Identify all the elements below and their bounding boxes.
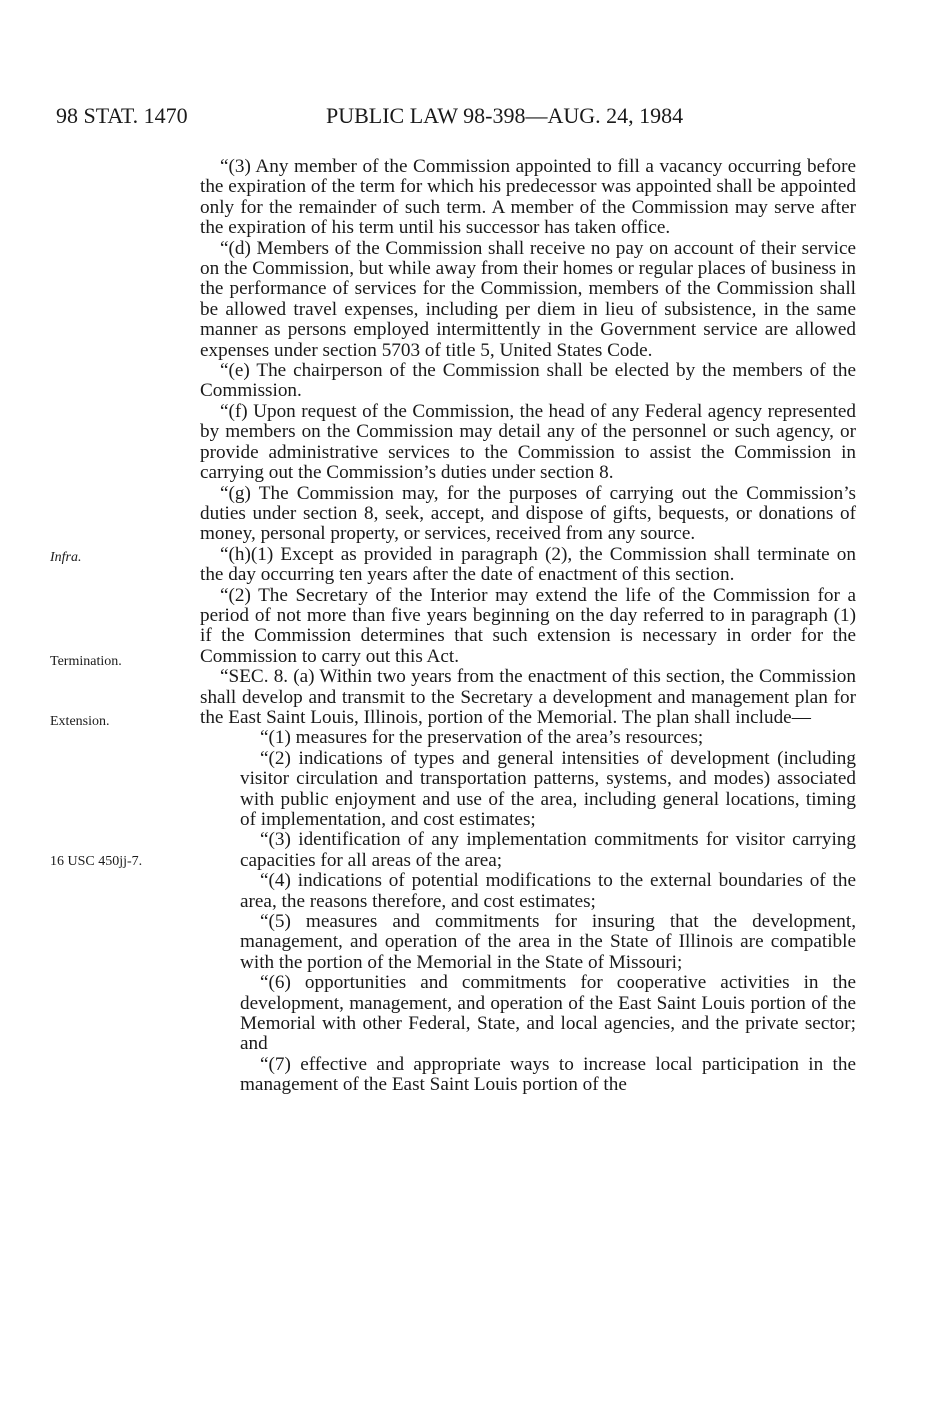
- list-item-1: “(1) measures for the preservation of the area’s resources;: [260, 727, 704, 749]
- stat-page-number: 98 STAT. 1470: [56, 103, 188, 128]
- list-item-4: “(4) indications of potential modifications to the external boundaries of the area, the reasons therefore, and cost estimates;: [240, 870, 856, 912]
- paragraph-h1: “(h)(1) Except as provided in paragraph (2), the Commission shall terminate on the day occurring ten years after the date of enactment of this section.: [200, 543, 856, 586]
- running-header: [56, 101, 856, 131]
- list-item-3: “(3) identification of any implementation commitments for visitor carrying capacities for all areas of the area;: [240, 829, 856, 871]
- public-law-title: PUBLIC LAW 98-398—AUG. 24, 1984: [326, 103, 684, 128]
- paragraph-g: “(g) The Commission may, for the purposes of carrying out the Commission’s duties under section 8, seek, accept, and dispose of gifts, bequests, or donations of money, personal property, or services, received from any source.: [200, 482, 856, 545]
- margin-note-termination: Termination.: [50, 654, 122, 669]
- paragraph-f: “(f) Upon request of the Commission, the head of any Federal agency represented by members on the Commission may detail any of the personnel or such agency, or provide administrative services to the Commission to assist the Commission in carrying out the Commission’s duties under section 8.: [200, 400, 856, 484]
- margin-note-usc-citation: 16 USC 450jj-7.: [50, 854, 143, 869]
- paragraph-sec8a: “SEC. 8. (a) Within two years from the enactment of this section, the Commission shall develop and transmit to the Secretary a development and management plan for the East Saint Louis, Illinois, portion of the Memorial. The plan shall include—: [200, 666, 856, 728]
- paragraph-e: “(e) The chairperson of the Commission shall be elected by the members of the Commission.: [200, 360, 856, 402]
- list-item-2: “(2) indications of types and general intensities of development (including visitor circulation and transportation patterns, systems, and modes) associated with public enjoyment and use of the area, including general locations, timing of implementation, and cost estimates;: [240, 747, 856, 830]
- margin-note-infra: Infra.: [50, 550, 82, 565]
- paragraph-c3: “(3) Any member of the Commission appointed to fill a vacancy occurring before the expiration of the term for which his predecessor was appointed shall be appointed only for the remainder of such term. A member of the Commission may serve after the expiration of his term until his successor has taken office.: [200, 156, 856, 239]
- list-item-7: “(7) effective and appropriate ways to increase local participation in the management of the East Saint Louis portion of the: [240, 1053, 856, 1096]
- statute-body: [200, 157, 856, 1096]
- list-item-6: “(6) opportunities and commitments for cooperative activities in the development, management, and operation of the East Saint Louis portion of the Memorial with other Federal, State, and local agencies, and the private sector; and: [240, 972, 856, 1055]
- margin-note-extension: Extension.: [50, 714, 110, 729]
- list-item-5: “(5) measures and commitments for insuring that the development, management, and operation of the area in the State of Illinois are compatible with the portion of the Memorial in the State of Missouri;: [240, 911, 856, 973]
- paragraph-h2: “(2) The Secretary of the Interior may extend the life of the Commission for a period of not more than five years beginning on the day referred to in paragraph (1) if the Commission determines that such extension is necessary in order for the Commission to carry out this Act.: [200, 584, 856, 667]
- paragraph-d: “(d) Members of the Commission shall receive no pay on account of their service on the Commission, but while away from their homes or regular places of business in the performance of services for the Commission, members of the Commission shall be allowed travel expenses, including per diem in lieu of subsistence, in the same manner as persons employed intermittently in the Government service are allowed expenses under section 5703 of title 5, United States Code.: [200, 237, 856, 361]
